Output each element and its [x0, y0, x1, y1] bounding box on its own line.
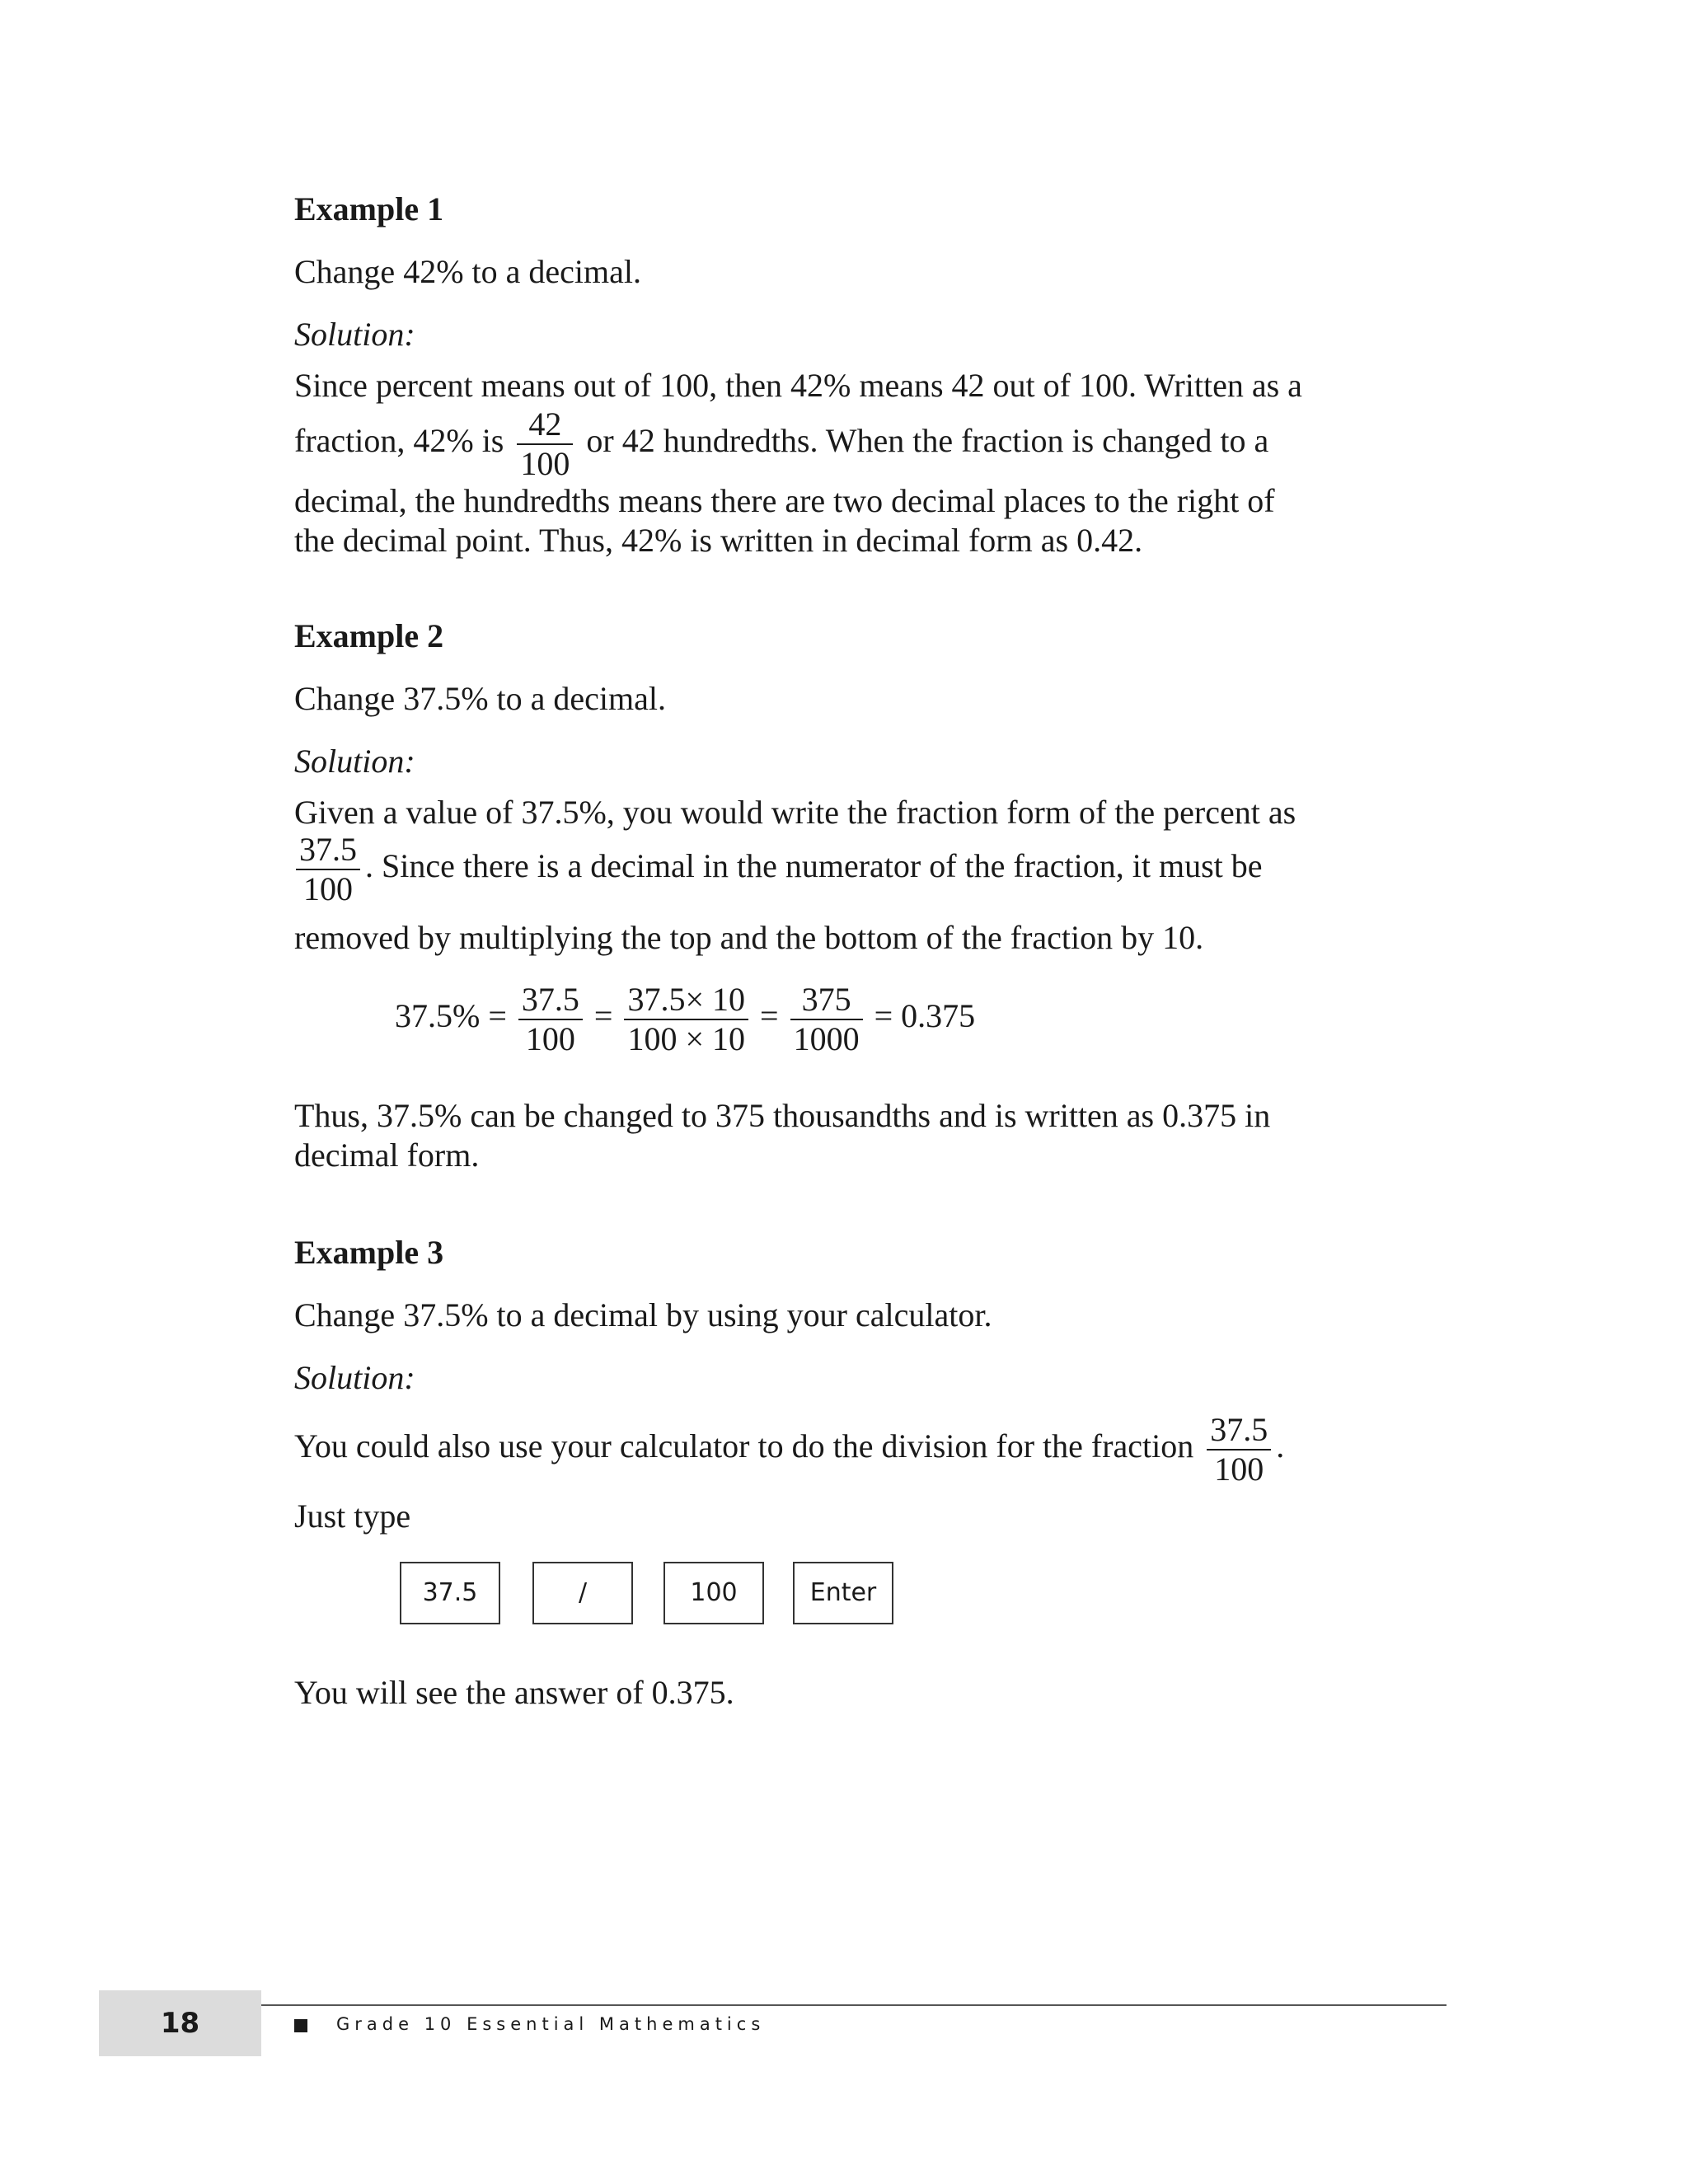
example-3-heading: Example 3 — [294, 1234, 444, 1271]
fraction-numerator: 37.5 — [1207, 1411, 1271, 1451]
fraction-numerator: 42 — [517, 405, 573, 445]
fraction-denominator: 100 — [1214, 1451, 1264, 1488]
fraction-numerator: 37.5 — [518, 981, 583, 1020]
fraction-denominator: 100 — [303, 870, 353, 907]
example-1-line-3: decimal, the hundredths means there are two decimal places to the right of — [294, 482, 1275, 519]
equation-fraction-2 — [624, 981, 748, 1058]
fraction-denominator: 100 — [525, 1020, 575, 1057]
conversion-equation — [395, 981, 975, 1058]
example-2-solution-label: Solution: — [294, 743, 415, 780]
calculator-key-37-5: 37.5 — [400, 1562, 500, 1624]
example-1-line-1: Since percent means out of 100, then 42% means 42 out of 100. Written as a — [294, 367, 1302, 404]
example-1-solution-label: Solution: — [294, 316, 415, 353]
example-1-line-2-before: fraction, 42% is — [294, 422, 504, 460]
fraction-denominator: 100 × 10 — [627, 1020, 746, 1057]
footer-rule — [261, 2004, 1447, 2006]
example-2-line-1: Given a value of 37.5%, you would write the fraction form of the percent as — [294, 794, 1296, 831]
equation-lhs: 37.5% = — [395, 997, 507, 1035]
example-1-line-4: the decimal point. Thus, 42% is written in decimal form as 0.42. — [294, 522, 1143, 559]
page-number: 18 — [99, 1990, 261, 2056]
example-1-prompt: Change 42% to a decimal. — [294, 253, 641, 290]
fraction-numerator: 37.5 — [296, 831, 360, 870]
example-3-line-1-text: You could also use your calculator to do the division for the fraction — [294, 1427, 1194, 1465]
fraction-37-5-over-100 — [296, 831, 360, 908]
example-3-line-1 — [294, 1411, 1284, 1488]
equals-sign: = — [593, 997, 613, 1035]
equals-sign: = — [760, 997, 779, 1035]
example-2-heading: Example 2 — [294, 617, 444, 654]
example-2-conclusion-1: Thus, 37.5% can be changed to 375 thousandths and is written as 0.375 in — [294, 1097, 1271, 1134]
example-2-line-2 — [291, 831, 1263, 908]
fraction-denominator: 100 — [520, 445, 570, 482]
calculator-key-enter: Enter — [793, 1562, 893, 1624]
fraction-denominator: 1000 — [793, 1020, 860, 1057]
example-1-line-2-after: or 42 hundredths. When the fraction is changed to a — [586, 422, 1269, 460]
fraction-numerator: 37.5× 10 — [624, 981, 748, 1020]
example-2-conclusion-2: decimal form. — [294, 1137, 480, 1174]
footer-square-icon — [294, 2019, 307, 2032]
fraction-numerator: 375 — [790, 981, 863, 1020]
fraction-42-over-100 — [517, 405, 573, 483]
example-2-line-3: removed by multiplying the top and the bottom of the fraction by 10. — [294, 919, 1204, 956]
example-1-line-2 — [294, 405, 1268, 483]
calculator-key-100: 100 — [663, 1562, 764, 1624]
fraction-37-5-over-100 — [1207, 1411, 1271, 1488]
example-1-heading: Example 1 — [294, 190, 444, 227]
example-3-line-2: Just type — [294, 1497, 411, 1535]
example-2-prompt: Change 37.5% to a decimal. — [294, 680, 666, 717]
equation-rhs: = 0.375 — [874, 997, 976, 1035]
example-3-solution-label: Solution: — [294, 1359, 415, 1396]
equation-fraction-3 — [790, 981, 863, 1058]
equation-fraction-1 — [518, 981, 583, 1058]
example-3-prompt: Change 37.5% to a decimal by using your calculator. — [294, 1296, 992, 1333]
footer-book-title: Grade 10 Essential Mathematics — [336, 2014, 766, 2034]
calculator-key-divide: / — [532, 1562, 633, 1624]
example-3-line-1-end: . — [1276, 1427, 1285, 1465]
example-2-line-2-after: . Since there is a decimal in the numerator of the fraction, it must be — [365, 847, 1263, 885]
example-3-result: You will see the answer of 0.375. — [294, 1674, 734, 1711]
